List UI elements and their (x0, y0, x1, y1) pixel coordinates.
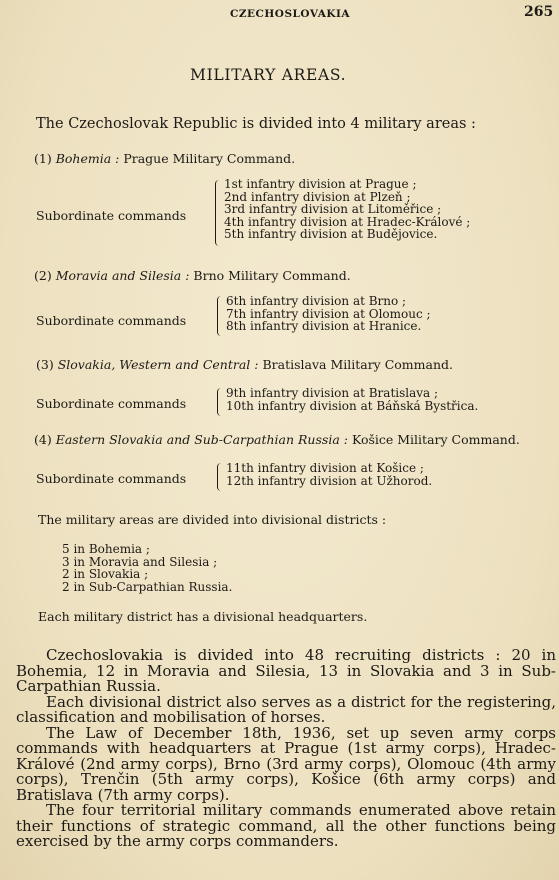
division-list (224, 178, 470, 241)
section-2-heading (34, 268, 351, 283)
section-number: (2) (34, 268, 52, 283)
section-1-heading (34, 151, 295, 166)
division-list (226, 462, 432, 487)
list-item: 5 in Bohemia ; (62, 542, 150, 556)
list-item: 12th infantry division at Užhorod. (226, 473, 433, 488)
section-region: Moravia and Silesia : (55, 268, 190, 283)
list-item: 10th infantry division at Báňská Bystřica. (226, 398, 479, 413)
list-item: 9th infantry division at Bratislava ; (226, 386, 439, 400)
list-item: 2nd infantry division at Plzeň ; (224, 189, 411, 204)
section-command: Brno Military Command. (193, 268, 351, 283)
sub-label: Subordinate commands (36, 471, 187, 486)
running-header: CZECHOSLOVAKIA (230, 8, 351, 20)
sub-label: Subordinate commands (36, 396, 187, 411)
section-number: (4) (34, 432, 52, 447)
brace (217, 296, 224, 336)
list-item: 3 in Moravia and Silesia ; (62, 554, 218, 569)
paragraph: Czechoslovakia is divided into 48 recruiting districts : 20 in Bohemia, 12 in Moravia and Silesia, 13 in Slovakia and 3 in Sub-Carpathian Russia. (16, 646, 556, 695)
paragraph: The Law of December 18th, 1936, set up seven army corps commands with headquarters at Prague (1st army corps), Hradec-Králové (2nd army corps), Brno (3rd army corps), Olomouc (4th army corps), Trenčin (5th army corps), Košice (6th army corps) and Bratislava (7th army corps). (16, 723, 556, 804)
list-item: 7th infantry division at Olomouc ; (226, 306, 431, 321)
section-title: MILITARY AREAS. (190, 66, 347, 84)
paragraph: Each divisional district also serves as a district for the registering, classification and mobilisation of horses. (16, 692, 556, 726)
section-3-heading (36, 357, 453, 372)
list-item: 4th infantry division at Hradec-Králové ; (224, 214, 471, 229)
list-item: 6th infantry division at Brno ; (226, 294, 407, 308)
districts-intro: The military areas are divided into divisional districts : (38, 512, 387, 527)
list-item: 2 in Sub-Carpathian Russia. (62, 579, 233, 594)
brace (215, 180, 222, 246)
division-list (226, 295, 431, 333)
section-command: Košice Military Command. (351, 432, 520, 447)
section-4-heading (34, 432, 520, 447)
body-text (16, 648, 556, 850)
section-command: Bratislava Military Command. (262, 357, 453, 372)
intro-text: The Czechoslovak Republic is divided into 4 military areas : (36, 116, 476, 132)
sub-label: Subordinate commands (36, 208, 187, 223)
list-item: 11th infantry division at Košice ; (226, 461, 424, 475)
list-item: 1st infantry division at Prague ; (224, 177, 417, 191)
section-region: Bohemia : (55, 151, 120, 166)
list-item: 3rd infantry division at Litoměřice ; (224, 202, 442, 216)
section-number: (3) (36, 357, 54, 372)
sub-label: Subordinate commands (36, 313, 187, 328)
section-command: Prague Military Command. (123, 151, 296, 166)
paragraph: The four territorial military commands enumerated above retain their functions of strategic command, all the other functions being exercised by the army corps commanders. (16, 801, 556, 850)
brace (217, 388, 224, 416)
section-region: Slovakia, Western and Central : (57, 357, 259, 372)
page-number: 265 (524, 4, 554, 20)
district-list (62, 543, 232, 593)
section-region: Eastern Slovakia and Sub-Carpathian Russia : (55, 432, 348, 447)
brace (217, 463, 224, 491)
hq-note: Each military district has a divisional headquarters. (38, 609, 368, 624)
list-item: 2 in Slovakia ; (62, 567, 149, 581)
list-item: 8th infantry division at Hranice. (226, 319, 422, 333)
division-list (226, 387, 478, 412)
section-number: (1) (34, 151, 52, 166)
list-item: 5th infantry division at Budějovice. (224, 227, 438, 241)
